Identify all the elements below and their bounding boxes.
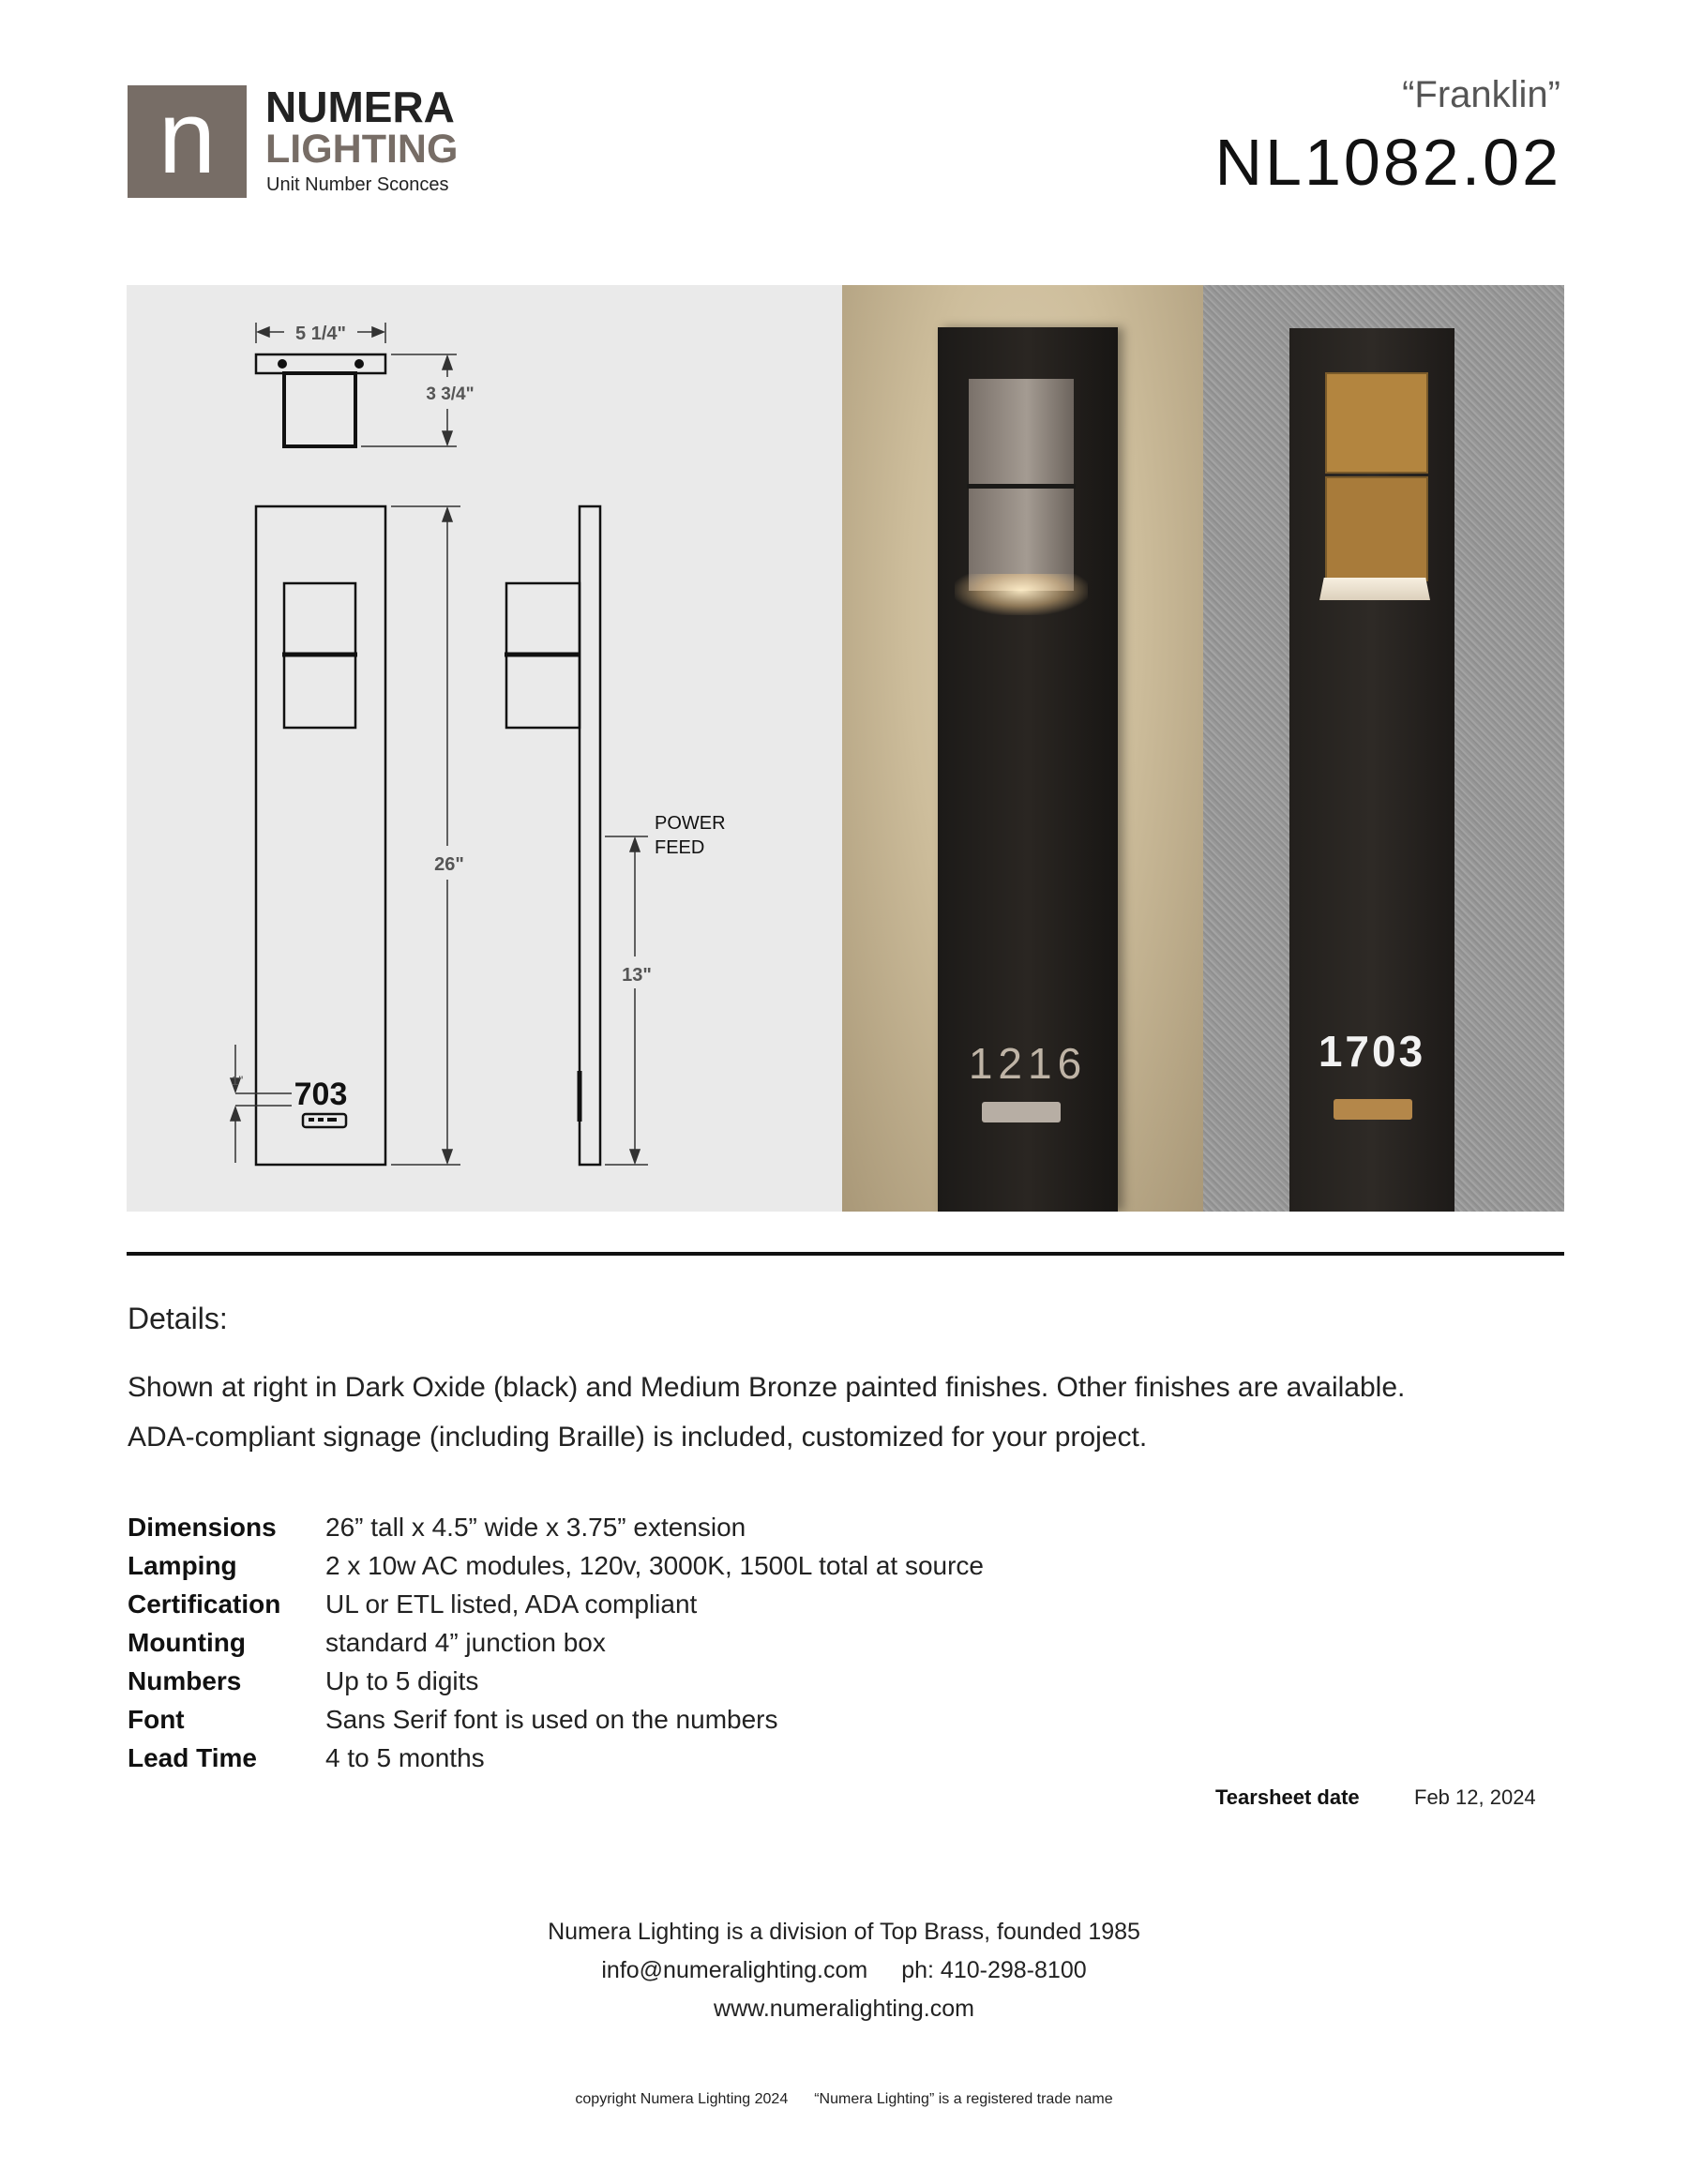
spec-label-certification: Certification xyxy=(128,1589,281,1619)
product-photo-dark-oxide xyxy=(842,285,1203,1212)
footer-email[interactable]: info@numeralighting.com xyxy=(601,1957,868,1983)
logo-tagline: Unit Number Sconces xyxy=(266,174,449,195)
section-divider xyxy=(127,1252,1564,1256)
sconce-bronze-upper xyxy=(1325,372,1428,474)
footer-website[interactable]: www.numeralighting.com xyxy=(714,1996,974,2022)
product-name: “Franklin” xyxy=(1402,74,1560,115)
dim-height: 26" xyxy=(434,854,464,875)
side-view-plate xyxy=(580,506,600,1165)
product-code: NL1082.02 xyxy=(1214,126,1561,199)
tearsheet-label: Tearsheet date xyxy=(1215,1785,1360,1809)
details-heading: Details: xyxy=(128,1302,228,1335)
power-feed-label-2: FEED xyxy=(655,837,705,858)
photo1-braille-plate xyxy=(982,1102,1061,1122)
spec-value-lamping: 2 x 10w AC modules, 120v, 3000K, 1500L total at source xyxy=(325,1551,984,1580)
footer-copyright-line xyxy=(0,2089,1688,2110)
spec-label-dimensions: Dimensions xyxy=(128,1513,277,1542)
spec-label-font: Font xyxy=(128,1705,185,1734)
photo2-unit-number: 1703 xyxy=(1318,1027,1426,1076)
photo1-unit-number: 1216 xyxy=(968,1039,1088,1088)
footer-division: Numera Lighting is a division of Top Brass, founded 1985 xyxy=(548,1919,1140,1945)
logo-brand-line1: NUMERA xyxy=(265,83,455,131)
technical-drawing xyxy=(127,285,842,1212)
spec-label-lead-time: Lead Time xyxy=(128,1743,257,1772)
dim-top-width: 5 1/4" xyxy=(295,324,346,344)
photo2-braille-plate xyxy=(1334,1099,1412,1120)
spec-value-mounting: standard 4” junction box xyxy=(325,1628,606,1657)
spec-value-numbers: Up to 5 digits xyxy=(325,1666,479,1695)
product-photo-medium-bronze xyxy=(1203,285,1564,1212)
spec-value-certification: UL or ETL listed, ADA compliant xyxy=(325,1589,698,1619)
copyright-text: copyright Numera Lighting 2024 xyxy=(575,2091,789,2107)
light-glow xyxy=(955,574,1088,615)
details-line-1: Shown at right in Dark Oxide (black) and Medium Bronze painted finishes. Other finishes are available. xyxy=(128,1372,1406,1403)
dim-number-height: 1" xyxy=(231,1073,244,1088)
dim-extension: 3 3/4" xyxy=(426,384,475,404)
spec-value-dimensions: 26” tall x 4.5” wide x 3.75” extension xyxy=(325,1513,746,1542)
spec-label-lamping: Lamping xyxy=(128,1551,237,1580)
logo-brand-line2: LIGHTING xyxy=(265,127,459,172)
top-view-body xyxy=(284,373,355,446)
details-line-2: ADA-compliant signage (including Braille) is included, customized for your project. xyxy=(128,1422,1148,1453)
sconce-light-diffuser xyxy=(1319,578,1430,600)
footer-contact xyxy=(0,1955,1688,1985)
sconce-bronze-lower xyxy=(1325,476,1428,581)
front-view-plate xyxy=(256,506,385,1165)
spec-value-font: Sans Serif font is used on the numbers xyxy=(325,1705,778,1734)
dim-power-feed-height: 13" xyxy=(622,965,652,986)
top-view-plate xyxy=(256,354,385,373)
trademark-text: “Numera Lighting” is a registered trade name xyxy=(814,2091,1113,2107)
footer-phone: ph: 410-298-8100 xyxy=(901,1957,1087,1983)
spec-label-numbers: Numbers xyxy=(128,1666,242,1695)
drawing-svg xyxy=(127,285,842,1212)
tearsheet-date: Feb 12, 2024 xyxy=(1414,1785,1536,1809)
power-feed-label-1: POWER xyxy=(655,813,726,834)
logo-glyph: n xyxy=(158,80,217,195)
spec-label-mounting: Mounting xyxy=(128,1628,246,1657)
drawing-sample-number: 703 xyxy=(294,1077,348,1112)
spec-value-lead-time: 4 to 5 months xyxy=(325,1743,485,1772)
